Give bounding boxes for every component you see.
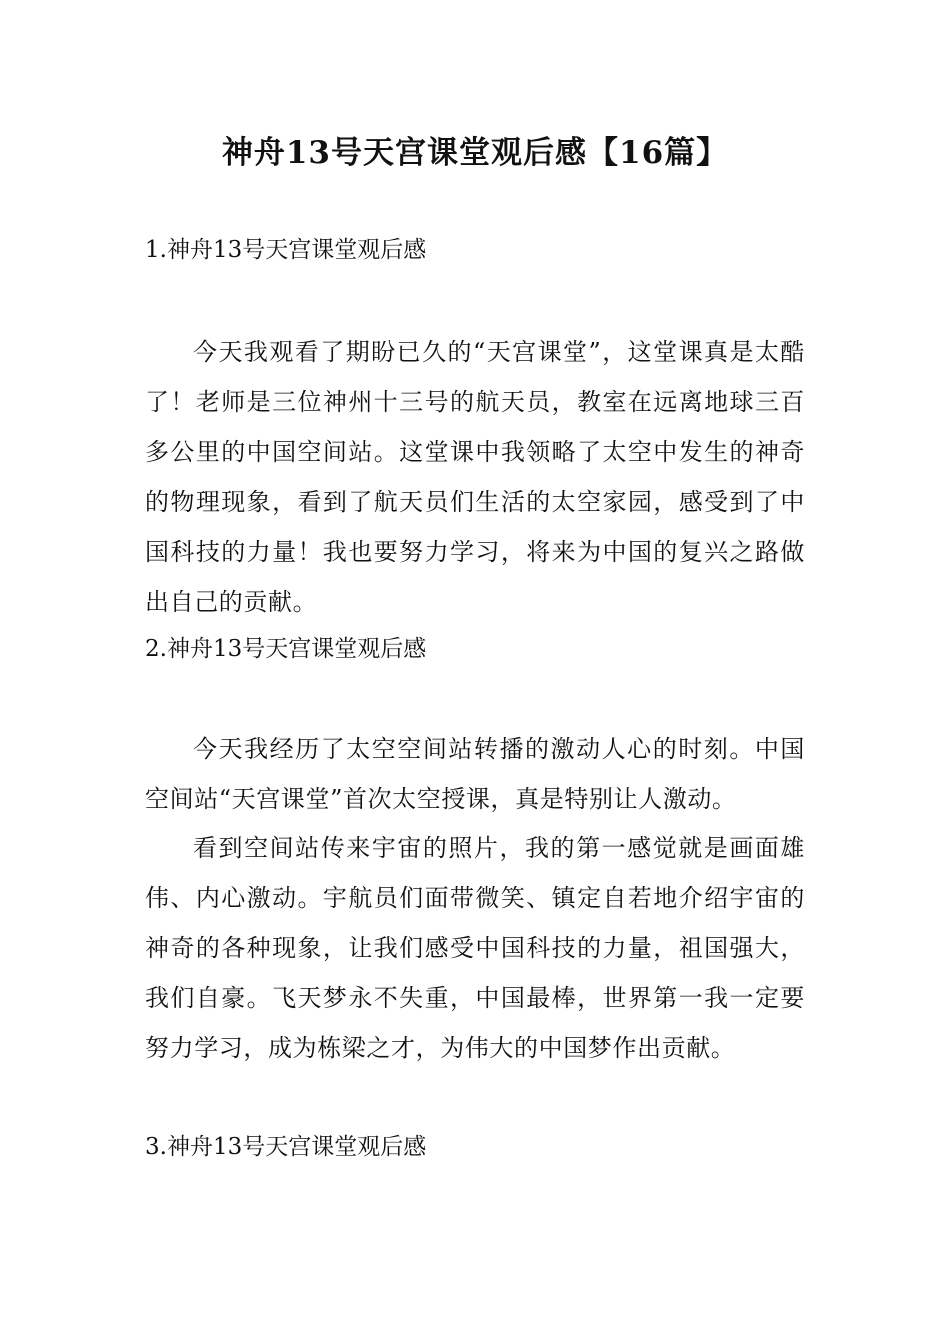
document-title: 神舟13号天宫课堂观后感【16篇】 xyxy=(221,135,729,171)
section-2-paragraph-1: 今天我经历了太空空间站转播的激动人心的时刻。中国空间站“天宫课堂”首次太空授课，真是特别让人激动。 xyxy=(145,735,805,813)
section-heading-3: 3.神舟13号天宫课堂观后感 xyxy=(145,1134,427,1160)
section-1-paragraph-1: 今天我观看了期盼已久的“天宫课堂”，这堂课真是太酷了！老师是三位神州十三号的航天员，教室在远离地球三百多公里的中国空间站。这堂课中我领略了太空中发生的神奇的物理现象，看到了航天员们生活的太空家园，感受到了中国科技的力量！我也要努力学习，将来为中国的复兴之路做出自己的贡献。 xyxy=(145,338,805,616)
section-heading-1: 1.神舟13号天宫课堂观后感 xyxy=(145,237,427,263)
section-2-paragraph-2: 看到空间站传来宇宙的照片，我的第一感觉就是画面雄伟、内心激动。宇航员们面带微笑、镇定自若地介绍宇宙的神奇的各种现象，让我们感受中国科技的力量，祖国强大，我们自豪。飞天梦永不失重，中国最棒，世界第一我一定要努力学习，成为栋梁之才，为伟大的中国梦作出贡献。 xyxy=(145,834,805,1062)
section-heading-2: 2.神舟13号天宫课堂观后感 xyxy=(145,636,427,662)
